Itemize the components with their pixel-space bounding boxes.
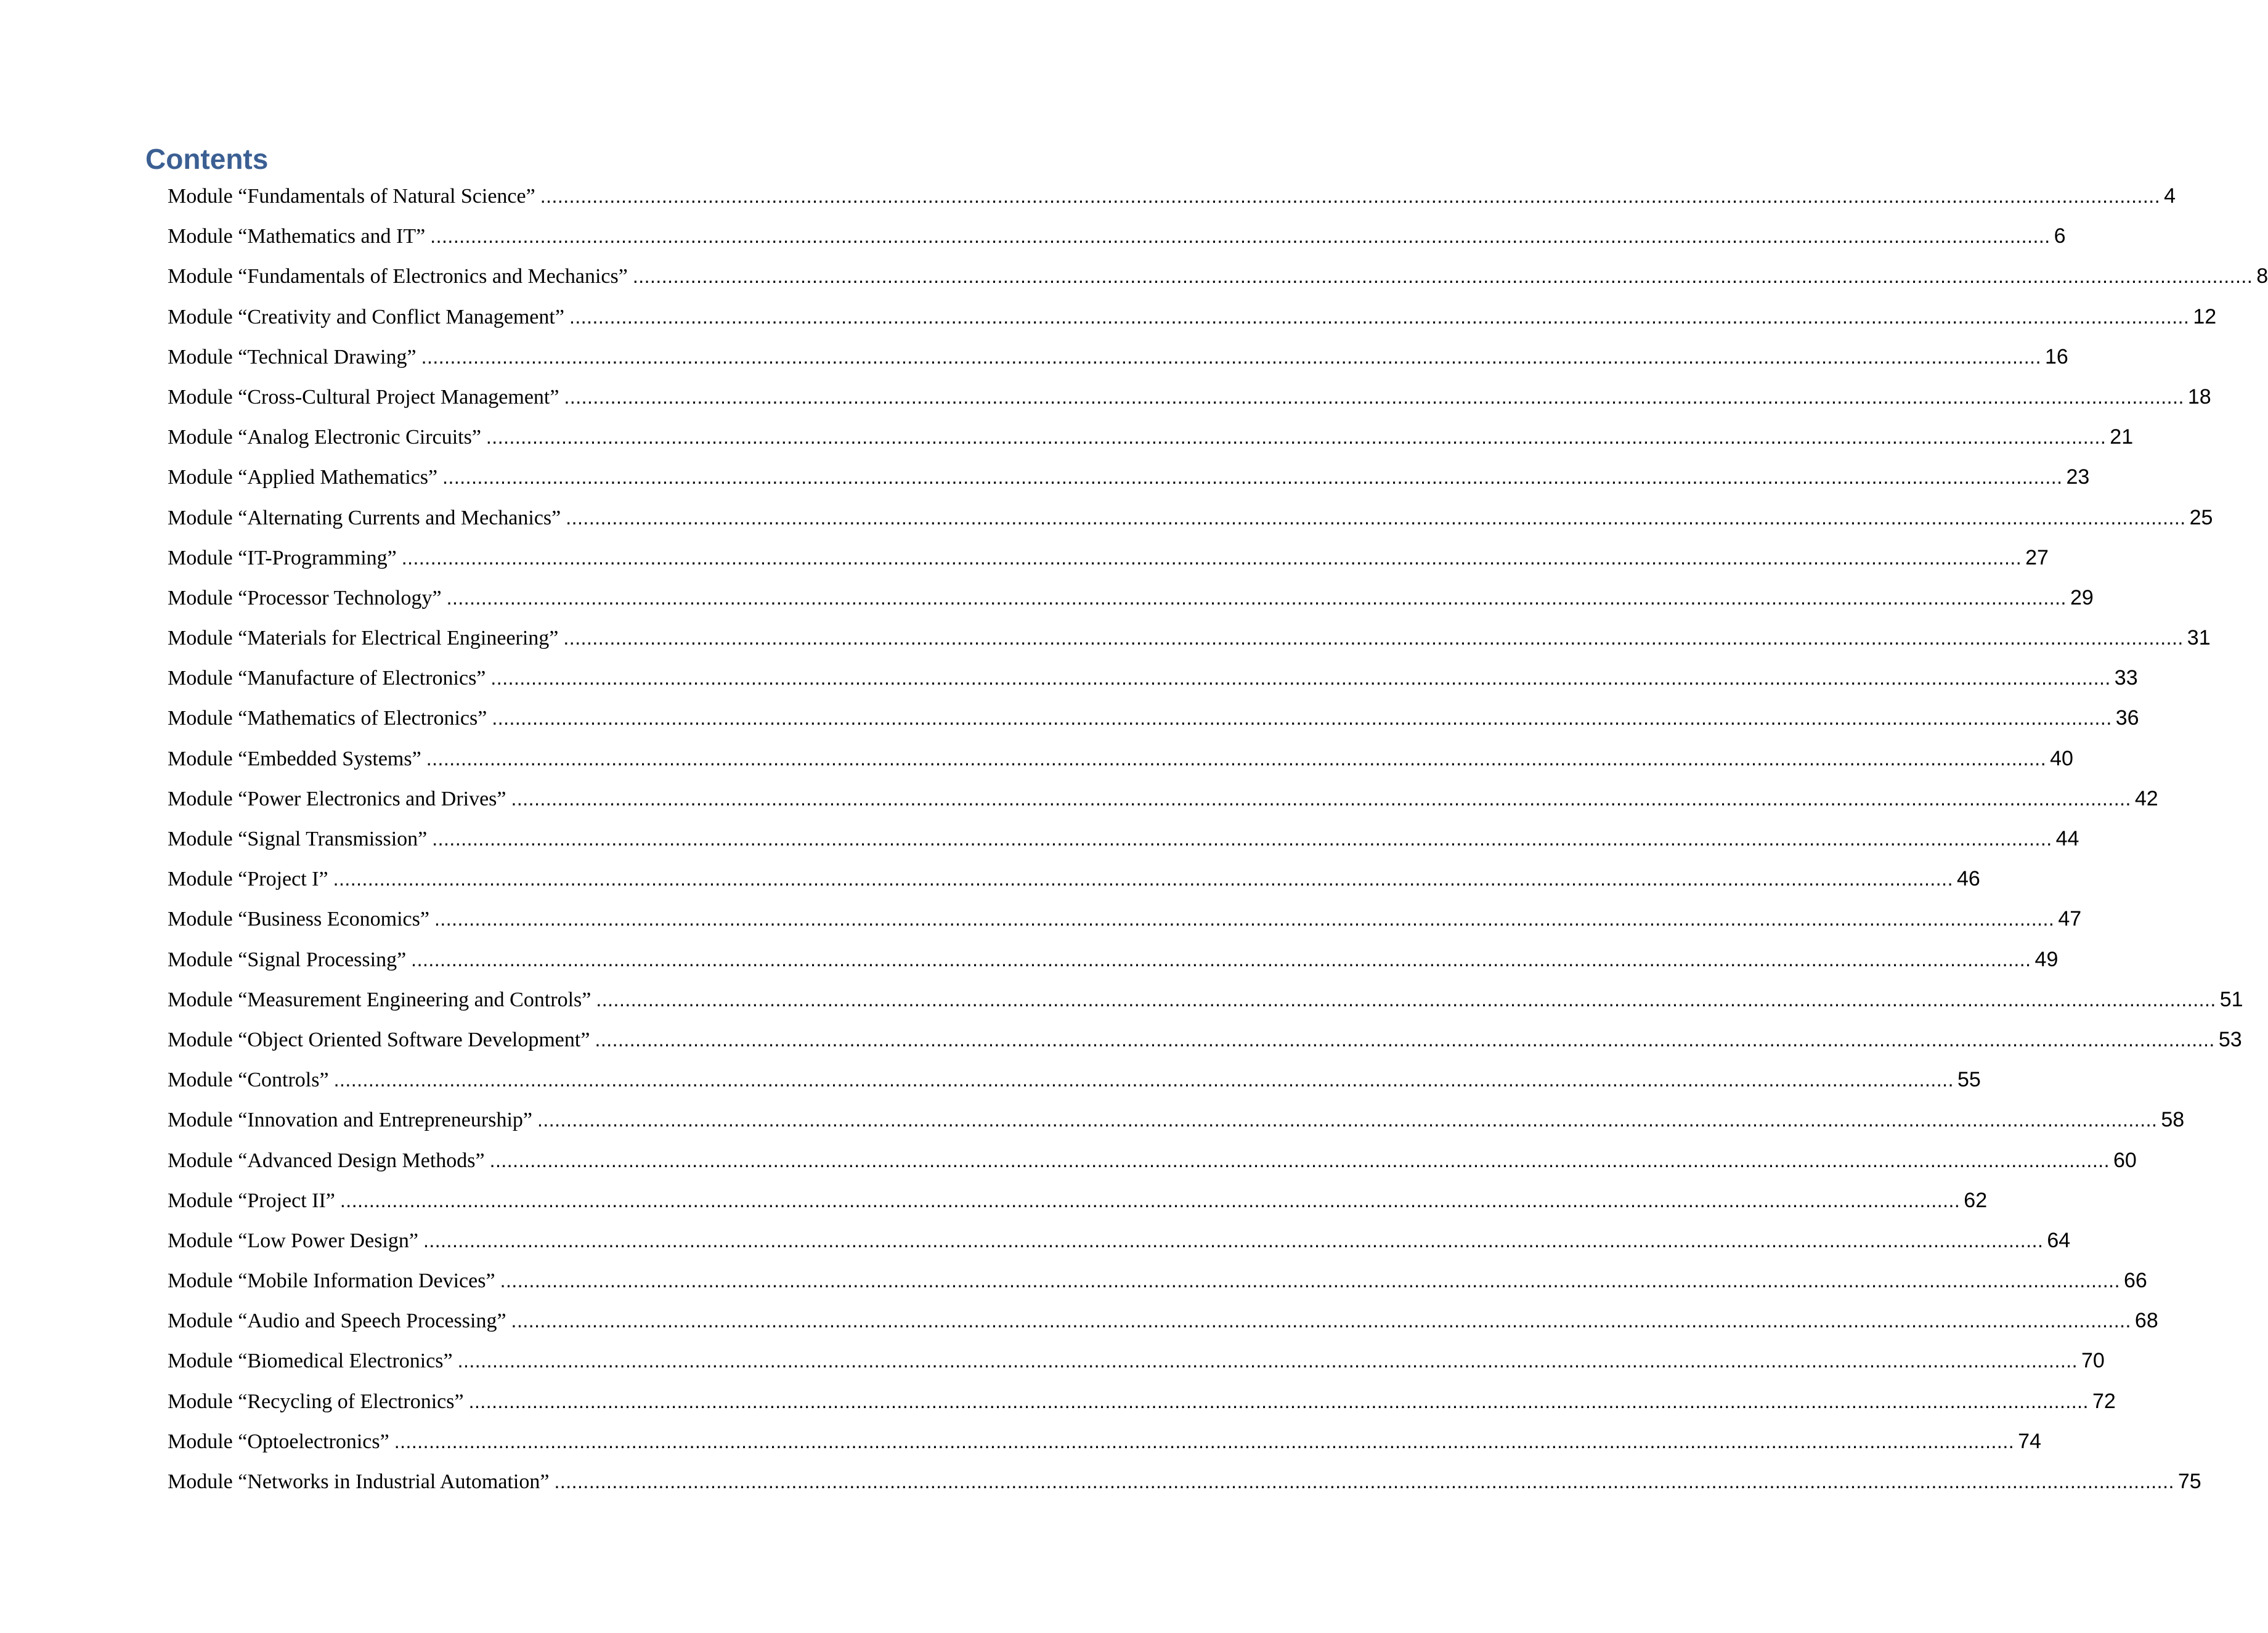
toc-entry[interactable] [168, 1223, 2071, 1263]
toc-dot-leader: ........................................................................................................................................................................................................................................................................................ [401, 546, 2022, 569]
toc-entry-title[interactable]: Module “Object Oriented Software Development” [168, 1028, 590, 1051]
toc-entry-title[interactable]: Module “Mathematics of Electronics” [168, 707, 487, 730]
toc-entry[interactable] [168, 299, 2217, 340]
toc-entry-page-number[interactable]: 74 [2018, 1429, 2041, 1453]
toc-entry[interactable] [168, 1183, 1988, 1223]
toc-entry[interactable] [168, 741, 2073, 781]
toc-entry[interactable] [168, 821, 2079, 861]
toc-entry-title[interactable]: Module “Materials for Electrical Engineering” [168, 627, 559, 650]
toc-entry[interactable] [168, 219, 2066, 259]
toc-dot-leader: ........................................................................................................................................................................................................................................................................................ [569, 305, 2190, 328]
toc-dot-leader: ........................................................................................................................................................................................................................................................................................ [492, 707, 2112, 730]
toc-entry-page-number[interactable]: 66 [2123, 1269, 2147, 1293]
toc-entry[interactable] [168, 661, 2138, 701]
toc-entry[interactable] [168, 1143, 2137, 1183]
toc-entry-title[interactable]: Module “Advanced Design Methods” [168, 1149, 485, 1172]
toc-entry[interactable] [168, 540, 2049, 580]
toc-entry[interactable] [168, 500, 2213, 540]
toc-entry[interactable] [168, 621, 2211, 661]
toc-entry-title[interactable]: Module “Audio and Speech Processing” [168, 1309, 506, 1333]
toc-entry-page-number[interactable]: 64 [2047, 1228, 2071, 1252]
toc-entry-page-number[interactable]: 12 [2193, 304, 2217, 328]
toc-entry-title[interactable]: Module “Controls” [168, 1069, 329, 1092]
toc-dot-leader: ........................................................................................................................................................................................................................................................................................ [423, 1229, 2044, 1252]
toc-entry-page-number[interactable]: 31 [2187, 626, 2211, 650]
toc-entry[interactable] [168, 701, 2139, 741]
toc-dot-leader: ........................................................................................................................................................................................................................................................................................ [442, 466, 2063, 489]
toc-entry-page-number[interactable]: 58 [2161, 1108, 2185, 1132]
toc-entry[interactable] [168, 420, 2134, 460]
toc-entry[interactable] [168, 1303, 2158, 1343]
table-of-contents [168, 179, 2268, 1504]
toc-entry-title[interactable]: Module “Mathematics and IT” [168, 225, 426, 248]
toc-entry-title[interactable]: Module “Business Economics” [168, 908, 429, 931]
toc-entry-page-number[interactable]: 75 [2177, 1470, 2201, 1493]
toc-entry-title[interactable]: Module “Optoelectronics” [168, 1430, 389, 1453]
toc-entry-title[interactable]: Module “Technical Drawing” [168, 345, 417, 369]
toc-entry-page-number[interactable]: 47 [2058, 907, 2082, 931]
toc-dot-leader: ........................................................................................................................................................................................................................................................................................ [411, 948, 2031, 971]
toc-entry-title[interactable]: Module “Power Electronics and Drives” [168, 787, 506, 810]
toc-entry[interactable] [168, 1464, 2201, 1504]
toc-entry-page-number[interactable]: 44 [2055, 827, 2079, 850]
toc-entry[interactable] [168, 460, 2090, 500]
toc-entry-title[interactable]: Module “Applied Mathematics” [168, 466, 438, 489]
toc-dot-leader: ........................................................................................................................................................................................................................................................................................ [632, 265, 2253, 288]
toc-entry-page-number[interactable]: 68 [2134, 1309, 2158, 1333]
toc-entry-page-number[interactable]: 25 [2189, 505, 2213, 529]
toc-entry-title[interactable]: Module “Creativity and Conflict Management” [168, 305, 564, 328]
toc-dot-leader: ........................................................................................................................................................................................................................................................................................ [432, 828, 2052, 850]
toc-dot-leader: ........................................................................................................................................................................................................................................................................................ [511, 787, 2131, 810]
toc-entry[interactable] [168, 1424, 2041, 1464]
toc-entry[interactable] [168, 942, 2059, 982]
toc-entry-page-number[interactable]: 4 [2164, 184, 2176, 208]
toc-entry-page-number[interactable]: 46 [1956, 867, 1980, 891]
toc-entry-page-number[interactable]: 42 [2134, 786, 2158, 810]
toc-entry-title[interactable]: Module “Fundamentals of Electronics and Mechanics” [168, 265, 628, 288]
toc-dot-leader: ........................................................................................................................................................................................................................................................................................ [490, 667, 2111, 690]
toc-entry-page-number[interactable]: 70 [2081, 1349, 2105, 1373]
toc-entry[interactable] [168, 1062, 1981, 1102]
toc-entry-page-number[interactable]: 53 [2218, 1027, 2242, 1051]
toc-entry-title[interactable]: Module “Embedded Systems” [168, 747, 421, 770]
toc-entry-title[interactable]: Module “Low Power Design” [168, 1229, 418, 1252]
toc-dot-leader: ........................................................................................................................................................................................................................................................................................ [489, 1149, 2110, 1171]
toc-entry-page-number[interactable]: 29 [2070, 585, 2094, 609]
toc-entry-page-number[interactable]: 23 [2066, 465, 2090, 489]
toc-entry-title[interactable]: Module “Recycling of Electronics” [168, 1390, 464, 1413]
toc-entry-page-number[interactable]: 40 [2050, 746, 2073, 770]
toc-entry[interactable] [168, 902, 2082, 942]
toc-entry[interactable] [168, 982, 2243, 1022]
toc-entry-page-number[interactable]: 21 [2110, 425, 2134, 449]
toc-entry-title[interactable]: Module “Signal Processing” [168, 948, 407, 971]
toc-entry-title[interactable]: Module “Project II” [168, 1189, 335, 1212]
toc-entry-page-number[interactable]: 18 [2187, 385, 2211, 409]
toc-dot-leader: ........................................................................................................................................................................................................................................................................................ [511, 1309, 2131, 1332]
toc-dot-leader: ........................................................................................................................................................................................................................................................................................ [468, 1390, 2089, 1412]
toc-dot-leader: ........................................................................................................................................................................................................................................................................................ [540, 185, 2161, 207]
toc-entry[interactable] [168, 1263, 2147, 1303]
toc-dot-leader: ........................................................................................................................................................................................................................................................................................ [430, 225, 2051, 248]
toc-entry[interactable] [168, 580, 2094, 621]
toc-entry-page-number[interactable]: 33 [2114, 666, 2138, 690]
toc-entry-page-number[interactable]: 8 [2256, 264, 2268, 288]
toc-entry-page-number[interactable]: 60 [2113, 1148, 2137, 1172]
toc-dot-leader: ........................................................................................................................................................................................................................................................................................ [421, 345, 2041, 368]
toc-entry-title[interactable]: Module “Project I” [168, 868, 328, 891]
toc-entry[interactable] [168, 1343, 2105, 1383]
toc-entry-page-number[interactable]: 49 [2034, 947, 2059, 971]
toc-entry[interactable] [168, 1022, 2242, 1062]
toc-dot-leader: ........................................................................................................................................................................................................................................................................................ [446, 586, 2067, 609]
toc-dot-leader: ........................................................................................................................................................................................................................................................................................ [486, 426, 2107, 449]
toc-entry[interactable] [168, 179, 2176, 219]
toc-dot-leader: ........................................................................................................................................................................................................................................................................................ [394, 1430, 2015, 1452]
toc-entry-page-number[interactable]: 27 [2025, 545, 2049, 569]
toc-dot-leader: ........................................................................................................................................................................................................................................................................................ [333, 1069, 1954, 1091]
toc-entry[interactable] [168, 1102, 2185, 1142]
toc-entry-page-number[interactable]: 6 [2054, 224, 2066, 248]
toc-entry-title[interactable]: Module “Measurement Engineering and Controls” [168, 988, 591, 1011]
toc-dot-leader: ........................................................................................................................................................................................................................................................................................ [426, 747, 2047, 770]
toc-entry-title[interactable]: Module “Signal Transmission” [168, 828, 428, 850]
toc-dot-leader: ........................................................................................................................................................................................................................................................................................ [596, 988, 2216, 1011]
toc-entry-page-number[interactable]: 55 [1957, 1068, 1981, 1092]
toc-dot-leader: ........................................................................................................................................................................................................................................................................................ [457, 1350, 2078, 1372]
toc-entry[interactable] [168, 340, 2068, 380]
toc-dot-leader: ........................................................................................................................................................................................................................................................................................ [333, 868, 1953, 890]
toc-entry-title[interactable]: Module “Manufacture of Electronics” [168, 667, 486, 690]
toc-entry[interactable] [168, 781, 2158, 821]
toc-entry-title[interactable]: Module “Analog Electronic Circuits” [168, 426, 481, 449]
toc-entry[interactable] [168, 259, 2268, 299]
toc-entry-title[interactable]: Module “Cross-Cultural Project Management” [168, 385, 559, 409]
toc-entry-title[interactable]: Module “Networks in Industrial Automation” [168, 1470, 550, 1493]
toc-dot-leader: ........................................................................................................................................................................................................................................................................................ [566, 506, 2186, 529]
toc-entry-page-number[interactable]: 36 [2115, 706, 2139, 730]
toc-dot-leader: ........................................................................................................................................................................................................................................................................................ [564, 385, 2184, 408]
toc-entry-title[interactable]: Module “Innovation and Entrepreneurship” [168, 1109, 532, 1132]
toc-dot-leader: ........................................................................................................................................................................................................................................................................................ [563, 627, 2184, 650]
toc-entry[interactable] [168, 861, 1980, 902]
toc-entry-title[interactable]: Module “Fundamentals of Natural Science” [168, 185, 535, 208]
toc-entry[interactable] [168, 1384, 2116, 1424]
toc-entry-page-number[interactable]: 16 [2044, 344, 2068, 369]
toc-entry-page-number[interactable]: 72 [2092, 1389, 2116, 1413]
toc-entry-title[interactable]: Module “Biomedical Electronics” [168, 1350, 453, 1373]
toc-dot-leader: ........................................................................................................................................................................................................................................................................................ [500, 1269, 2120, 1292]
toc-dot-leader: ........................................................................................................................................................................................................................................................................................ [339, 1189, 1961, 1212]
toc-entry-title[interactable]: Module “Processor Technology” [168, 586, 442, 609]
toc-entry-page-number[interactable]: 62 [1964, 1188, 1988, 1212]
toc-entry[interactable] [168, 380, 2211, 420]
toc-entry-title[interactable]: Module “Alternating Currents and Mechanics” [168, 506, 561, 529]
toc-entry-title[interactable]: Module “IT-Programming” [168, 546, 397, 569]
toc-dot-leader: ........................................................................................................................................................................................................................................................................................ [537, 1109, 2158, 1131]
contents-heading: Contents [145, 143, 269, 175]
toc-entry-title[interactable]: Module “Mobile Information Devices” [168, 1269, 495, 1293]
toc-dot-leader: ........................................................................................................................................................................................................................................................................................ [434, 908, 2055, 931]
toc-dot-leader: ........................................................................................................................................................................................................................................................................................ [554, 1470, 2174, 1493]
toc-entry-page-number[interactable]: 51 [2219, 987, 2243, 1011]
toc-dot-leader: ........................................................................................................................................................................................................................................................................................ [595, 1028, 2215, 1051]
